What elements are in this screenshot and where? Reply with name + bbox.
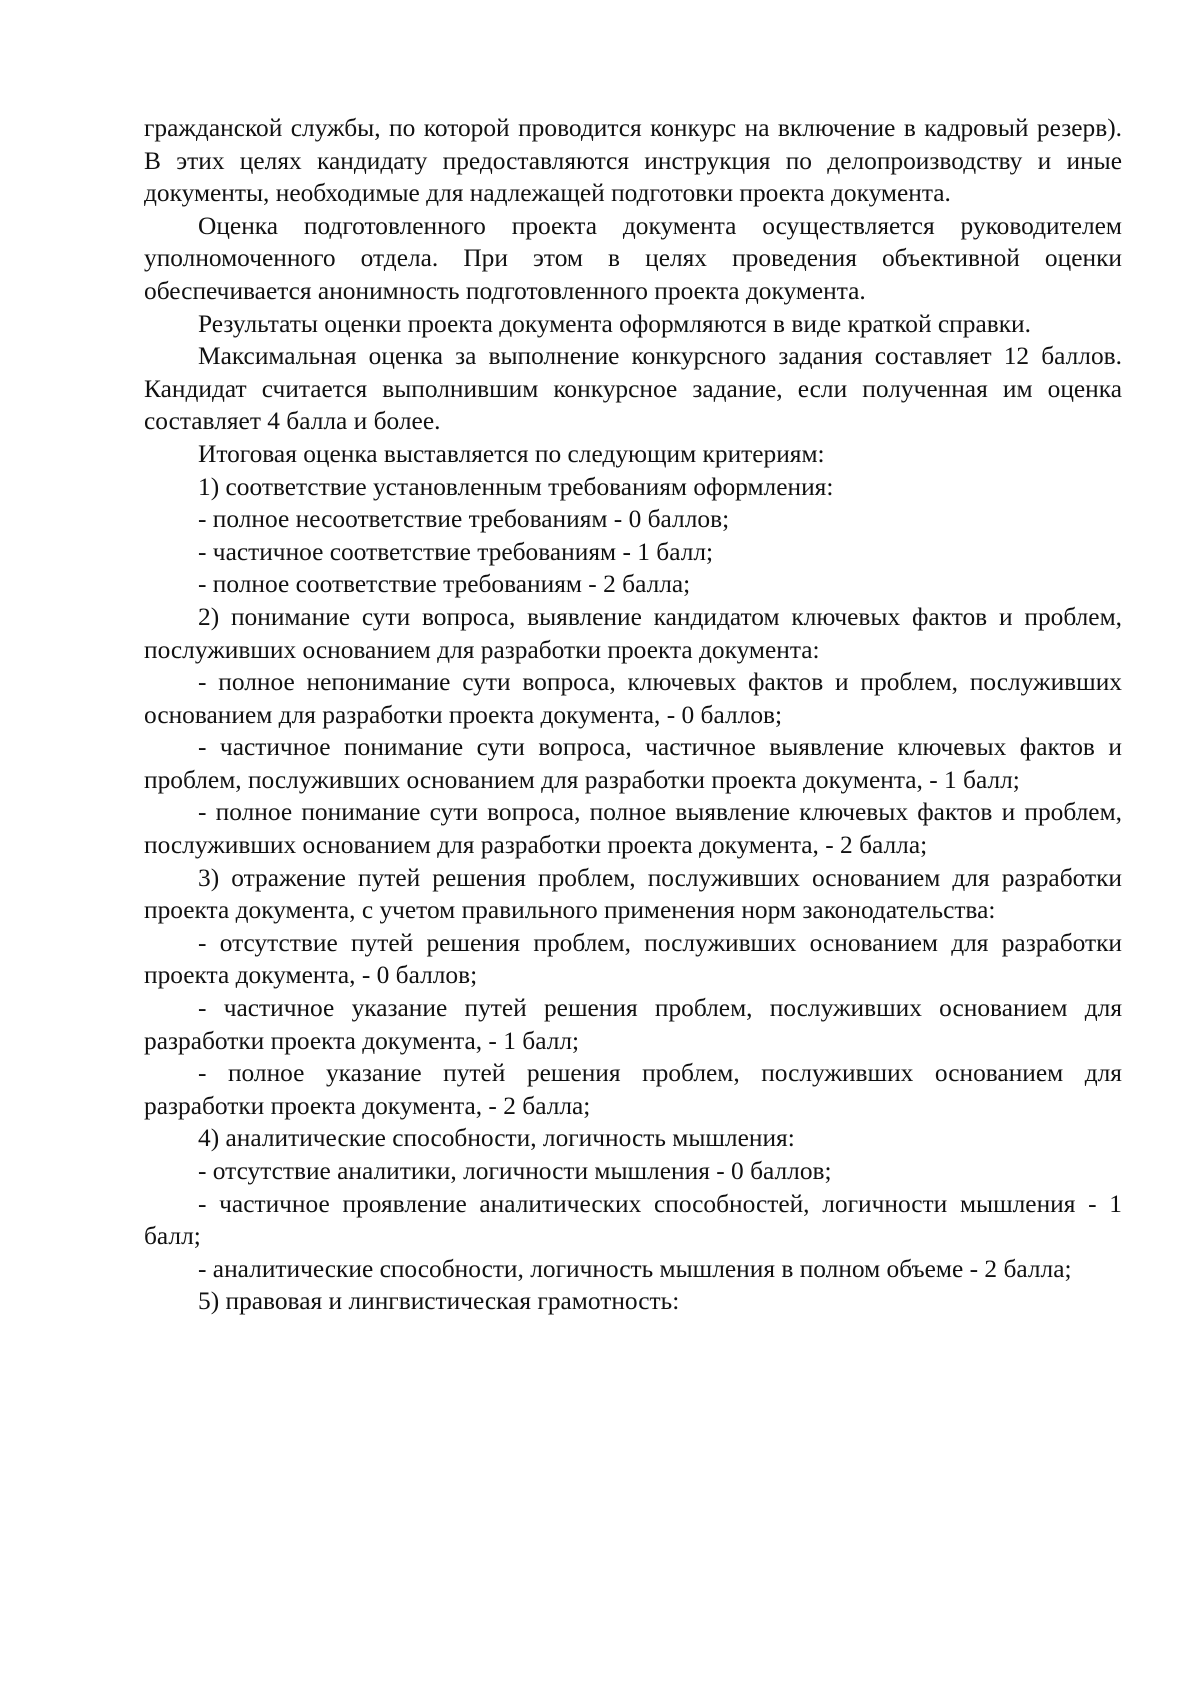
criterion-3-score-0: - отсутствие путей решения проблем, послуживших основанием для разработки проекта документа, - 0 баллов; bbox=[144, 928, 1122, 990]
criterion-2: 2) понимание сути вопроса, выявление кандидатом ключевых фактов и проблем, послуживших основанием для разработки проекта документа: bbox=[144, 602, 1122, 664]
criterion-4-score-0: - отсутствие аналитики, логичности мышления - 0 баллов; bbox=[198, 1157, 832, 1185]
criterion-1: 1) соответствие установленным требованиям оформления: bbox=[198, 472, 834, 501]
criterion-4-score-1: - частичное проявление аналитических способностей, логичности мышления - 1 балл; bbox=[144, 1189, 1122, 1251]
paragraph-criteria-intro: Итоговая оценка выставляется по следующим критериям: bbox=[198, 439, 825, 468]
criterion-5: 5) правовая и лингвистическая грамотность: bbox=[198, 1287, 680, 1316]
paragraph-evaluation: Оценка подготовленного проекта документа осуществляется руководителем уполномоченного отдела. При этом в целях проведения объективной оценки обеспечивается анонимность подготовленного проекта документа. bbox=[144, 211, 1122, 305]
criterion-3-score-1: - частичное указание путей решения проблем, послуживших основанием для разработки проекта документа, - 1 балл; bbox=[144, 994, 1122, 1055]
criterion-2-score-0: - полное непонимание сути вопроса, ключевых фактов и проблем, послуживших основанием для разработки проекта документа, - 0 баллов; bbox=[144, 668, 1122, 729]
criterion-1-score-0: - полное несоответствие требованиям - 0 баллов; bbox=[198, 505, 730, 534]
criterion-1-score-1: - частичное соответствие требованиям - 1 балл; bbox=[198, 537, 714, 566]
criterion-2-score-1: - частичное понимание сути вопроса, частичное выявление ключевых фактов и проблем, послуживших основанием для разработки проекта документа, - 1 балл; bbox=[144, 733, 1122, 794]
criterion-4: 4) аналитические способности, логичность мышления: bbox=[198, 1124, 795, 1153]
criterion-4-score-2: - аналитические способности, логичность мышления в полном объеме - 2 балла; bbox=[198, 1254, 1072, 1283]
criterion-2-score-2: - полное понимание сути вопроса, полное выявление ключевых фактов и проблем, послуживших основанием для разработки проекта документа, - 2 балла; bbox=[144, 798, 1122, 860]
document-body bbox=[144, 112, 1122, 1318]
criterion-3: 3) отражение путей решения проблем, послуживших основанием для разработки проекта документа, с учетом правильного применения норм законодательства: bbox=[144, 863, 1122, 925]
criterion-3-score-2: - полное указание путей решения проблем, послуживших основанием для разработки проекта документа, - 2 балла; bbox=[144, 1059, 1122, 1120]
paragraph-continuation: гражданской службы, по которой проводится конкурс на включение в кадровый резерв). В этих целях кандидату предоставляются инструкция по делопроизводству и иные документы, необходимые для надлежащей подготовки проекта документа. bbox=[144, 114, 1122, 208]
criterion-1-score-2: - полное соответствие требованиям - 2 балла; bbox=[198, 570, 691, 599]
paragraph-max-score: Максимальная оценка за выполнение конкурсного задания составляет 12 баллов. Кандидат считается выполнившим конкурсное задание, если полученная им оценка составляет 4 балла и более. bbox=[144, 342, 1122, 436]
paragraph-results: Результаты оценки проекта документа оформляются в виде краткой справки. bbox=[198, 309, 1031, 338]
